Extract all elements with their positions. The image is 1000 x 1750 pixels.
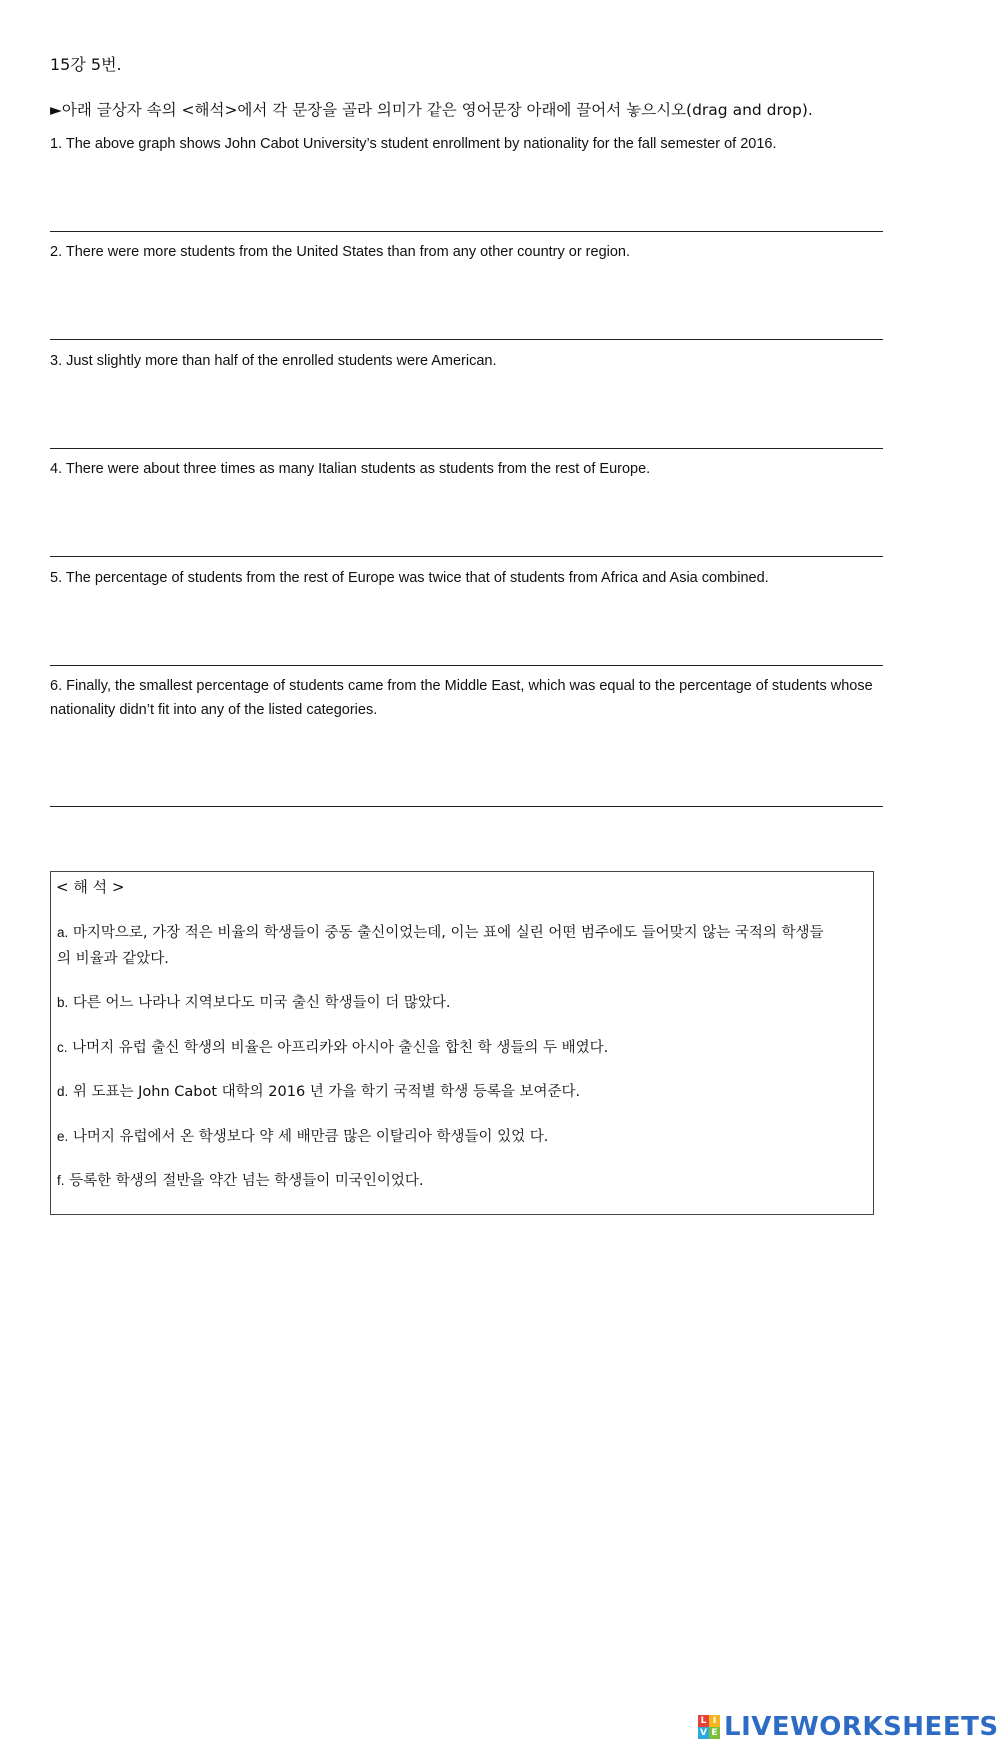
translation-option-d[interactable] xyxy=(57,1079,827,1105)
answer-drop-zone-3[interactable] xyxy=(50,377,883,445)
translation-option-f[interactable] xyxy=(57,1168,827,1194)
option-letter: f. xyxy=(57,1173,65,1188)
option-text: 마지막으로, 가장 적은 비율의 학생들이 중동 출신이었는데, 이는 표에 실린 어떤 범주에도 들어맞지 않는 국적의 학생들의 비율과 같았다. xyxy=(57,925,824,967)
option-text: 나머지 유럽에서 온 학생보다 약 세 배만큼 많은 이탈리아 학생들이 있었 다. xyxy=(72,1129,549,1145)
logo-mark-letter: L xyxy=(698,1715,709,1727)
liveworksheets-logo-mark xyxy=(698,1715,720,1739)
option-letter: b. xyxy=(57,995,69,1010)
instruction-text: ►아래 글상자 속의 <해석>에서 각 문장을 골라 의미가 같은 영어문장 아래에 끌어서 놓으시오(drag and drop). xyxy=(50,101,813,119)
question-1: 1. The above graph shows John Cabot University’s student enrollment by nationality for the fall semester of 2016. xyxy=(50,136,777,152)
answer-line-5 xyxy=(50,665,883,666)
translation-option-c[interactable] xyxy=(57,1035,827,1061)
question-5: 5. The percentage of students from the rest of Europe was twice that of students from Africa and Asia combined. xyxy=(50,570,769,586)
question-6: 6. Finally, the smallest percentage of students came from the Middle East, which was equal to the percentage of students whose nationality didn’t fit into any of the listed categories. xyxy=(50,678,873,718)
translation-box-title: < 해 석 > xyxy=(56,878,125,896)
answer-drop-zone-6[interactable] xyxy=(50,726,883,802)
translation-option-b[interactable] xyxy=(57,990,827,1016)
translation-option-a[interactable] xyxy=(57,920,827,972)
liveworksheets-logo[interactable] xyxy=(698,1712,999,1742)
worksheet-title: 15강 5번. xyxy=(50,55,122,74)
answer-drop-zone-2[interactable] xyxy=(50,268,883,336)
option-text: 나머지 유럽 출신 학생의 비율은 아프리카와 아시아 출신을 합친 학 생들의 두 배였다. xyxy=(72,1040,609,1056)
translation-option-e[interactable] xyxy=(57,1124,827,1150)
option-letter: d. xyxy=(57,1084,69,1099)
answer-drop-zone-4[interactable] xyxy=(50,485,883,553)
option-letter: c. xyxy=(57,1040,68,1055)
answer-drop-zone-5[interactable] xyxy=(50,594,883,662)
option-letter: a. xyxy=(57,925,69,940)
answer-line-3 xyxy=(50,448,883,449)
question-2: 2. There were more students from the United States than from any other country or region. xyxy=(50,244,631,260)
answer-line-4 xyxy=(50,556,883,557)
logo-mark-letter: V xyxy=(698,1727,709,1739)
logo-mark-letter: I xyxy=(709,1715,720,1727)
option-text: 다른 어느 나라나 지역보다도 미국 출신 학생들이 더 많았다. xyxy=(72,995,451,1011)
question-4: 4. There were about three times as many Italian students as students from the rest of Europe. xyxy=(50,461,651,477)
answer-line-2 xyxy=(50,339,883,340)
answer-line-6 xyxy=(50,806,883,807)
answer-drop-zone-1[interactable] xyxy=(50,160,883,228)
question-3: 3. Just slightly more than half of the enrolled students were American. xyxy=(50,353,497,369)
option-letter: e. xyxy=(57,1129,69,1144)
option-text: 위 도표는 John Cabot 대학의 2016 년 가을 학기 국적별 학생 등록을 보여준다. xyxy=(72,1084,581,1100)
option-text: 등록한 학생의 절반을 약간 넘는 학생들이 미국인이었다. xyxy=(69,1173,424,1189)
answer-line-1 xyxy=(50,231,883,232)
liveworksheets-logo-text: LIVEWORKSHEETS xyxy=(724,1712,999,1742)
logo-mark-letter: E xyxy=(709,1727,720,1739)
